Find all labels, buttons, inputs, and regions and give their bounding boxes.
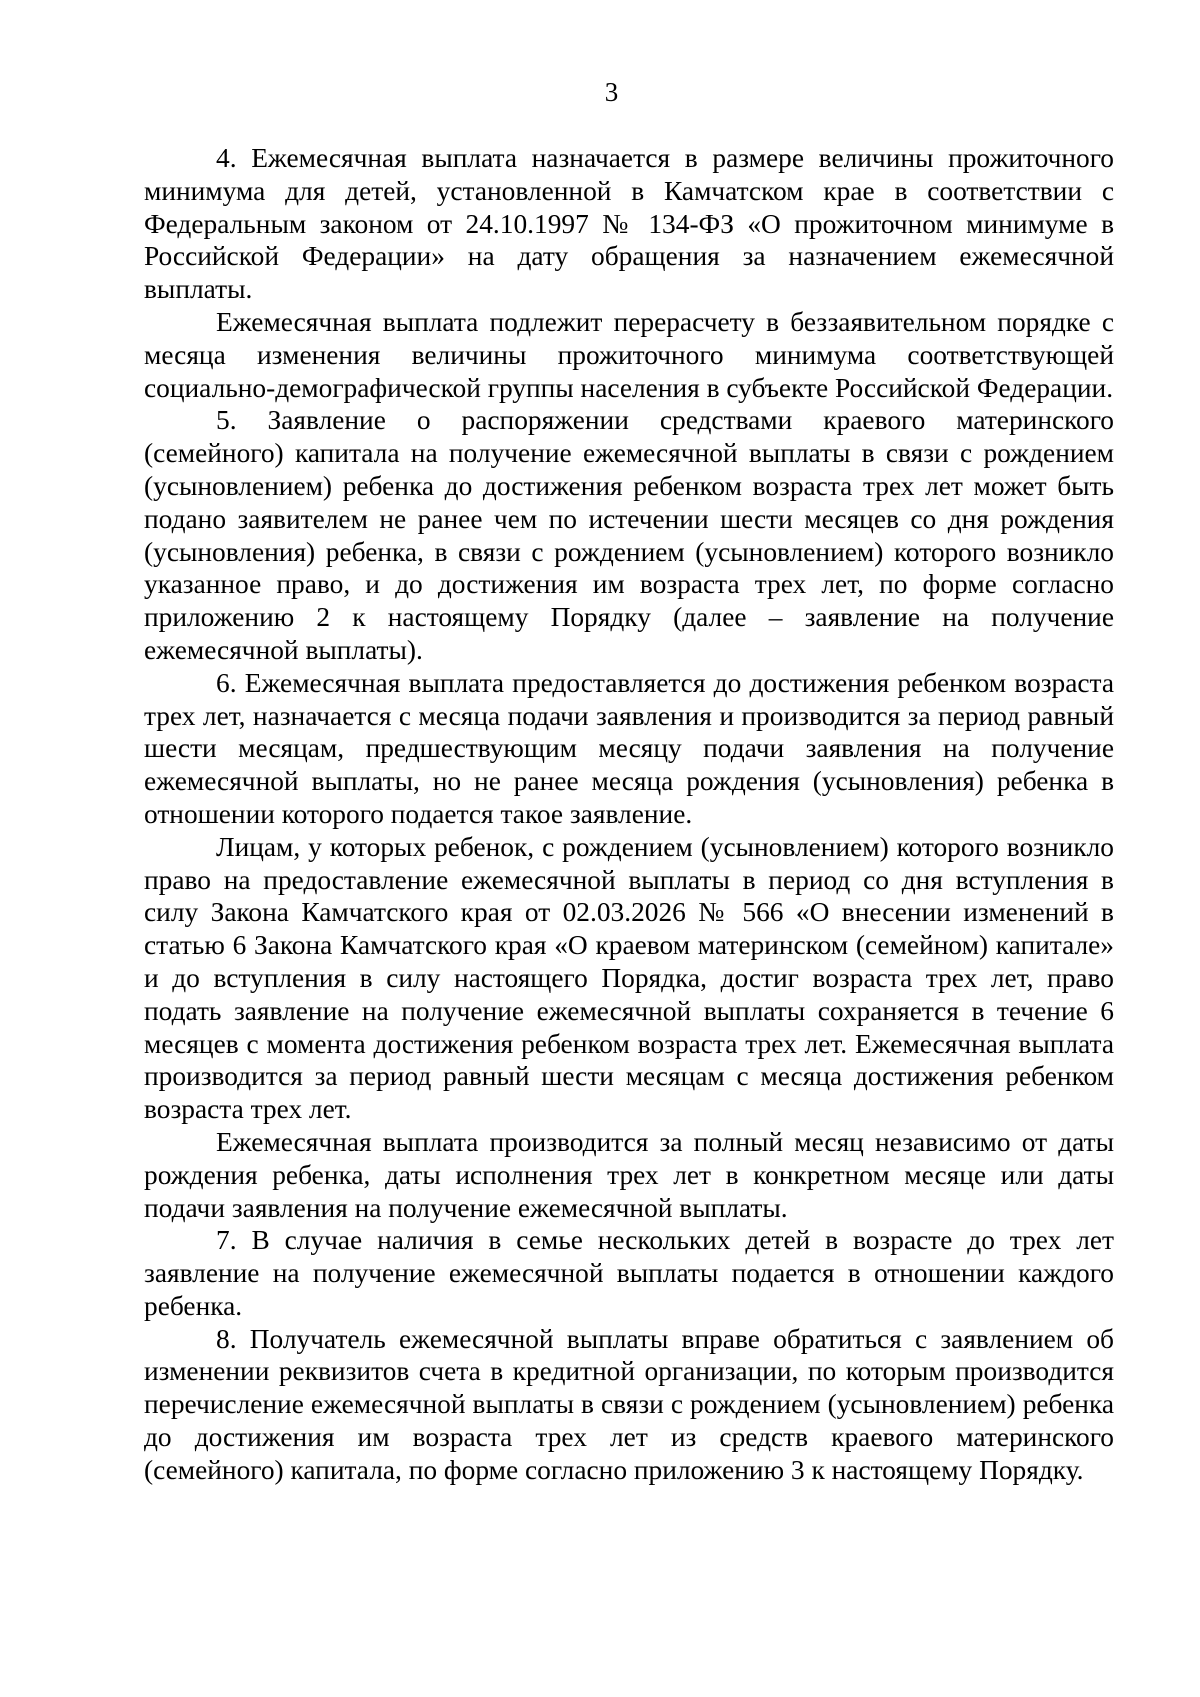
paragraph-7: 7. В случае наличия в семье нескольких детей в возрасте до трех лет заявление на получение ежемесячной выплаты подается в отношении каждого ребенка.	[144, 1225, 1114, 1321]
paragraph-4-recalculation: Ежемесячная выплата подлежит перерасчету в беззаявительном порядке с месяца изменения величины прожиточного минимума соответствующей социально-демографической группы населения в субъекте Российской Федерации.	[144, 306, 1114, 403]
paragraph-6-full-month: Ежемесячная выплата производится за полный месяц независимо от даты рождения ребенка, даты исполнения трех лет в конкретном месяце или даты подачи заявления на получение ежемесячной выплаты.	[144, 1126, 1114, 1223]
page-number: 3	[604, 77, 619, 107]
paragraph-8: 8. Получатель ежемесячной выплаты вправе обратиться с заявлением об изменении реквизитов счета в кредитной организации, по которым производится перечисление ежемесячной выплаты в связи с рождением (усыновлением) ребенка до достижения им возраста трех лет из средств краевого материнского (семейного) капитала, по форме согласно приложению 3 к настоящему Порядку.	[144, 1323, 1114, 1485]
paragraph-4: 4. Ежемесячная выплата назначается в размере величины прожиточного минимума для детей, установленной в Камчатском крае в соответствии с Федеральным законом от 24.10.1997 № 134-ФЗ «О прожиточном минимуме в Российской Федерации» на дату обращения за назначением ежемесячной выплаты.	[144, 143, 1114, 305]
paragraph-6: 6. Ежемесячная выплата предоставляется до достижения ребенком возраста трех лет, назначается с месяца подачи заявления и производится за период равный шести месяцам, предшествующим месяцу подачи заявления на получение ежемесячной выплаты, но не ранее месяца рождения (усыновления) ребенка в отношении которого подается такое заявление.	[144, 667, 1114, 829]
paragraph-6-persons: Лицам, у которых ребенок, с рождением (усыновлением) которого возникло право на предоставление ежемесячной выплаты в период со дня вступления в силу Закона Камчатского края от 02.03.2026 № 566 «О внесении изменений в статью 6 Закона Камчатского края «О краевом материнском (семейном) капитале» и до вступления в силу настоящего Порядка, достиг возраста трех лет, право подать заявление на получение ежемесячной выплаты сохраняется в течение 6 месяцев с момента достижения ребенком возраста трех лет. Ежемесячная выплата производится за период равный шести месяцам с месяца достижения ребенком возраста трех лет.	[144, 831, 1114, 1125]
paragraph-5: 5. Заявление о распоряжении средствами краевого материнского (семейного) капитала на получение ежемесячной выплаты в связи с рождением (усыновлением) ребенка до достижения ребенком возраста трех лет может быть подано заявителем не ранее чем по истечении шести месяцев со дня рождения (усыновления) ребенка, в связи с рождением (усыновлением) которого возникло указанное право, и до достижения им возраста трех лет, по форме согласно приложению 2 к настоящему Порядку (далее – заявление на получение ежемесячной выплаты).	[144, 405, 1114, 665]
document-body	[144, 142, 1114, 1487]
